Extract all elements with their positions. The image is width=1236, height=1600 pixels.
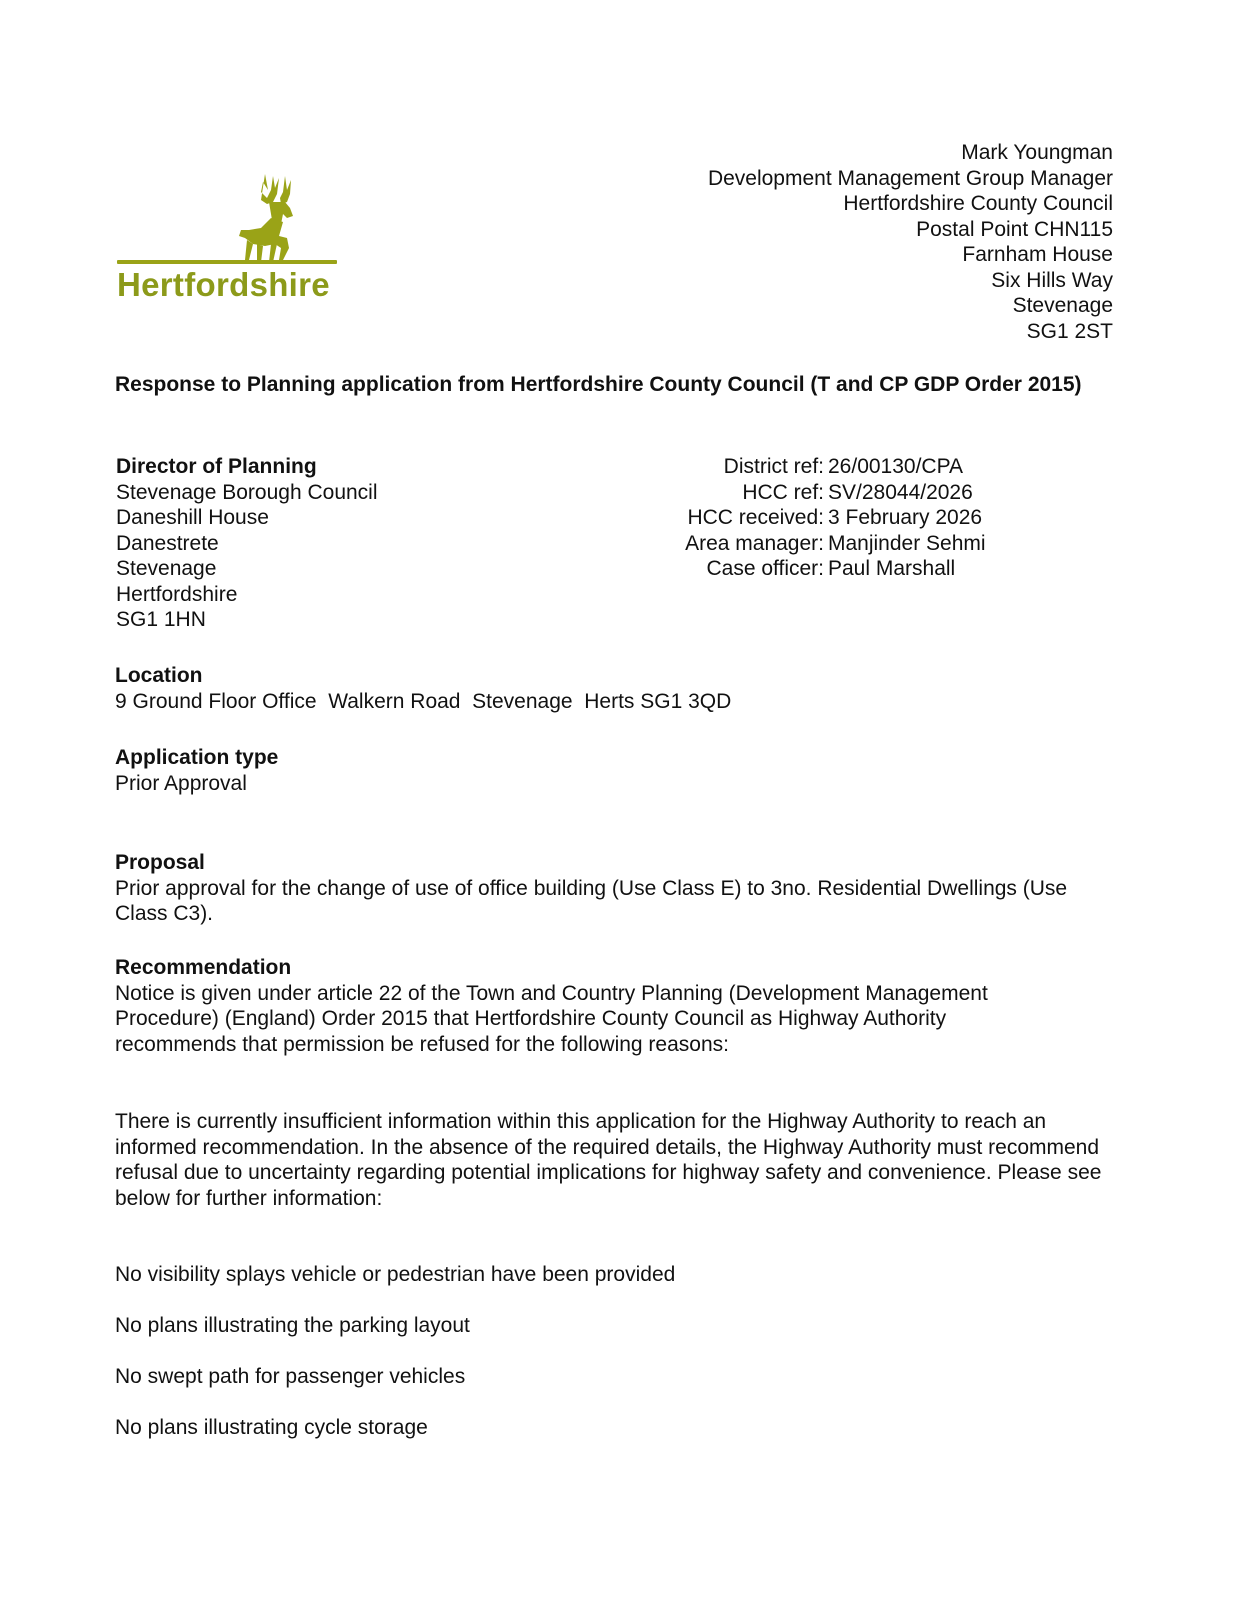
reference-value: 26/00130/CPA	[828, 455, 964, 478]
sender-street: Six Hills Way	[991, 268, 1113, 292]
list-item: No visibility splays vehicle or pedestrian have been provided	[115, 1263, 676, 1286]
reference-label: Case officer:	[706, 557, 824, 580]
recipient-line: Hertfordshire	[116, 582, 238, 606]
list-item: No swept path for passenger vehicles	[115, 1365, 466, 1388]
reference-value: SV/28044/2026	[828, 480, 973, 504]
proposal-section	[115, 850, 1115, 927]
application-type-section	[115, 745, 1115, 796]
reference-row	[640, 480, 986, 506]
logo-text: Hertfordshire	[117, 266, 330, 303]
sender-organisation: Hertfordshire County Council	[843, 192, 1113, 215]
list-item: No plans illustrating the parking layout	[115, 1314, 470, 1337]
recommendation-section	[115, 955, 1115, 1057]
reference-label: District ref:	[723, 455, 824, 478]
refusal-reason: There is currently insufficient information within this application for the Highway Authority to reach an informed recommendation. In the absence of the required details, the Highway Authority must recommend refusal due to uncertainty regarding potential implications for highway safety and convenience. Please see below for further information:	[115, 1110, 1102, 1210]
reference-row	[640, 556, 986, 582]
sender-postcode: SG1 2ST	[1026, 319, 1113, 343]
reference-label: HCC ref:	[742, 480, 824, 504]
proposal-text: Prior approval for the change of use of office building (Use Class E) to 3no. Residential Dwellings (Use Class C3).	[115, 876, 1068, 925]
recipient-address	[116, 454, 378, 633]
hertfordshire-logo	[115, 168, 340, 308]
recipient-line: Danestrete	[116, 531, 219, 555]
sender-building: Farnham House	[962, 243, 1113, 266]
sender-role: Development Management Group Manager	[707, 166, 1113, 190]
reference-row	[640, 505, 986, 531]
location-section	[115, 663, 1115, 714]
recipient-line: Stevenage	[116, 557, 217, 580]
location-text: 9 Ground Floor Office Walkern Road Stevenage Herts SG1 3QD	[115, 689, 732, 713]
reference-label: Area manager:	[685, 531, 824, 555]
section-title: Recommendation	[115, 956, 292, 979]
recipient-line: SG1 1HN	[116, 608, 206, 631]
application-type-text: Prior Approval	[115, 771, 247, 795]
reference-row	[640, 531, 986, 557]
recipient-line: Stevenage Borough Council	[116, 480, 378, 504]
list-item: No plans illustrating cycle storage	[115, 1416, 428, 1439]
sender-address	[708, 140, 1113, 344]
reference-label: HCC received:	[687, 506, 824, 529]
sender-town: Stevenage	[1012, 294, 1113, 317]
recipient-line: Daneshill House	[116, 506, 269, 529]
section-title: Location	[115, 664, 203, 687]
sender-name: Mark Youngman	[961, 141, 1113, 164]
reference-value: Manjinder Sehmi	[828, 531, 986, 555]
section-title: Application type	[115, 746, 279, 769]
stag-icon	[115, 168, 340, 268]
reference-value: 3 February 2026	[828, 506, 983, 529]
recipient-title: Director of Planning	[116, 455, 317, 478]
recommendation-text: Notice is given under article 22 of the Town and Country Planning (Development Management Procedure) (England) Order 2015 that Hertfordshire County Council as Highway Authority recommends that permission be refused for the following reasons:	[115, 981, 988, 1056]
reference-table	[640, 454, 986, 582]
section-title: Proposal	[115, 851, 205, 874]
reference-value: Paul Marshall	[828, 557, 956, 580]
sender-postal-point: Postal Point CHN115	[916, 217, 1113, 241]
reference-row	[640, 454, 986, 480]
page-title: Response to Planning application from Hertfordshire County Council (T and CP GDP Order 2015)	[115, 373, 1082, 396]
